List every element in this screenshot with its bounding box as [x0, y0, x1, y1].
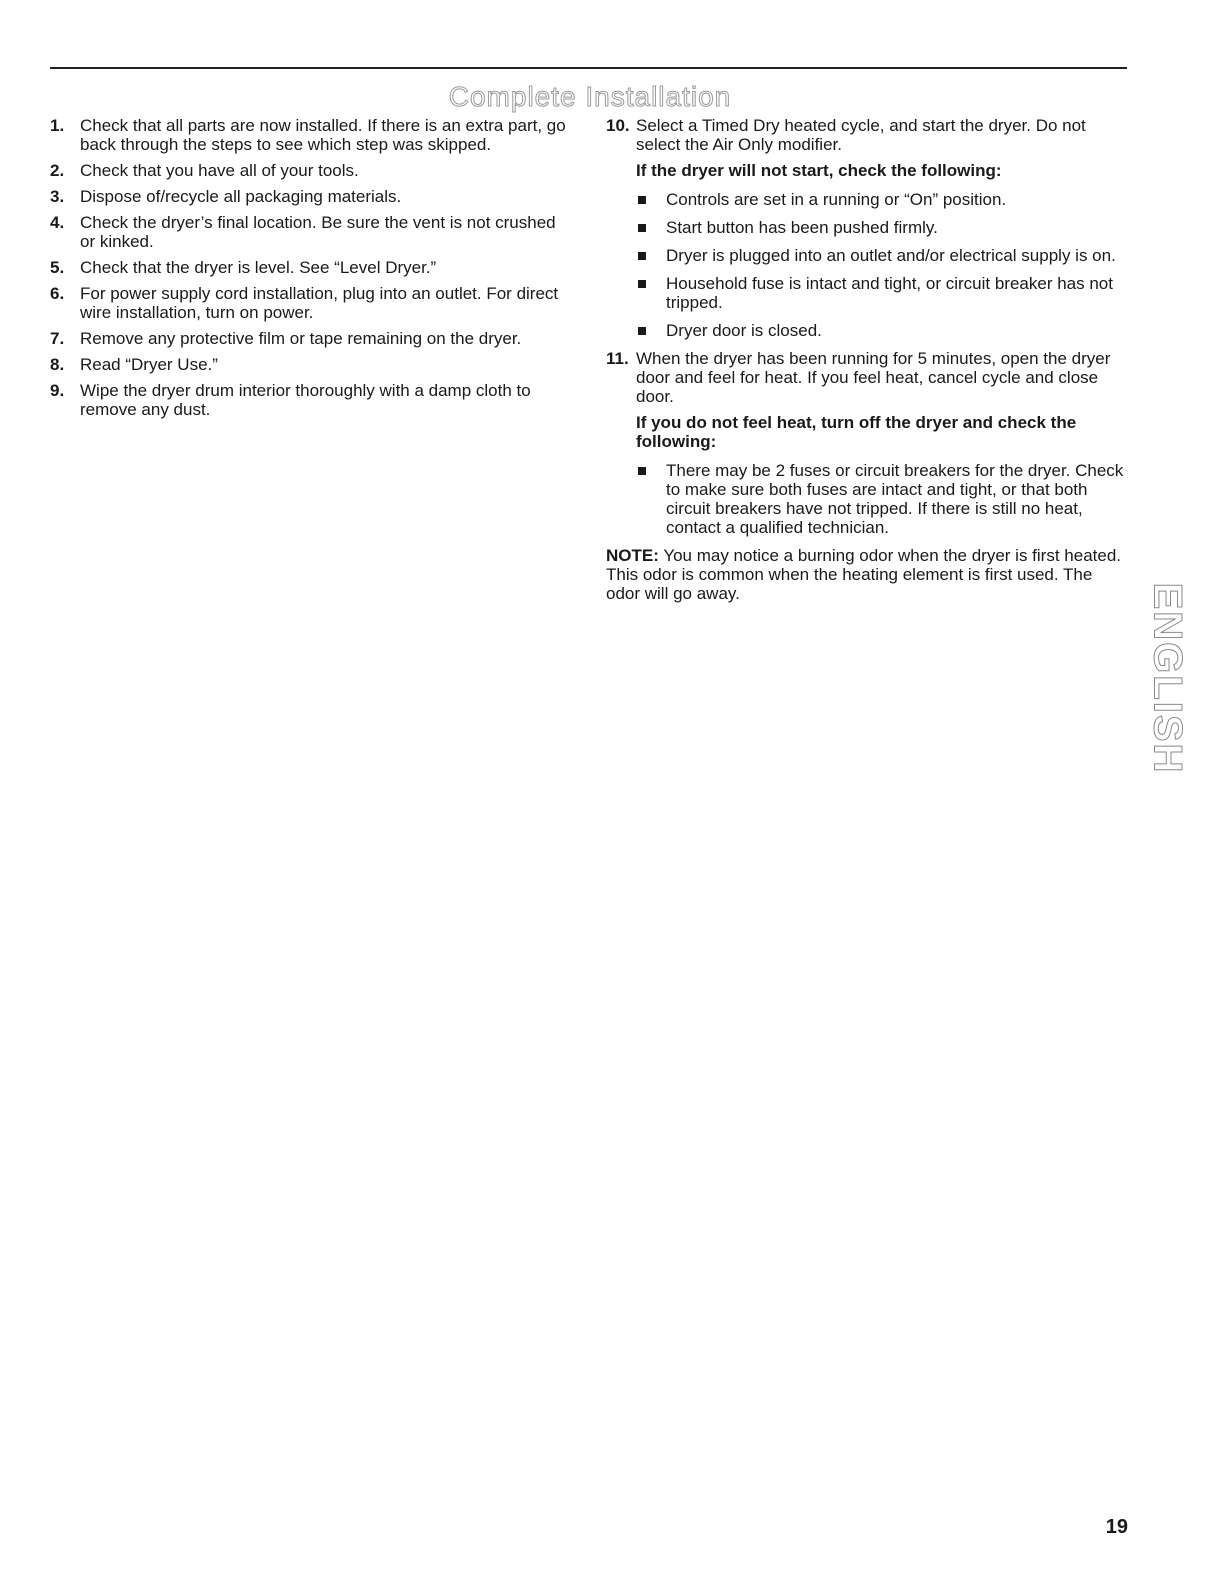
- note: [606, 546, 1130, 603]
- step-5: [50, 258, 570, 277]
- step-1: [50, 116, 570, 154]
- list-item: [636, 190, 1130, 209]
- square-bullet-icon: [636, 461, 666, 537]
- step-number: 4.: [50, 213, 65, 232]
- step-text: Check that the dryer is level. See “Level Dryer.”: [80, 258, 437, 277]
- bullet-text: Start button has been pushed firmly.: [666, 218, 938, 237]
- square-bullet-icon: [636, 218, 666, 237]
- step-number: 11.: [606, 349, 629, 368]
- section-title: Complete Installation: [448, 81, 732, 112]
- step-number: 9.: [50, 381, 65, 400]
- square-bullet-icon: [636, 274, 666, 312]
- bullet-text: There may be 2 fuses or circuit breakers for the dryer. Check to make sure both fuses are intact and tight, or that both circuit breakers have not tripped. If there is still no heat, contact a qualified technician.: [666, 461, 1124, 537]
- step-number: 7.: [50, 329, 65, 348]
- header-rule: [50, 67, 1127, 69]
- step-text: Check that all parts are now installed. If there is an extra part, go back through the steps to see which step was skipped.: [80, 116, 566, 154]
- step-9: [50, 381, 570, 419]
- list-item: [636, 218, 1130, 237]
- step-10: [606, 116, 1130, 154]
- step-number: 5.: [50, 258, 65, 277]
- step-number: 2.: [50, 161, 65, 180]
- square-bullet-icon: [636, 190, 666, 209]
- bullet-text: Dryer is plugged into an outlet and/or electrical supply is on.: [666, 246, 1116, 265]
- step-10-subhead: If the dryer will not start, check the following:: [636, 161, 1002, 180]
- step-number: 6.: [50, 284, 65, 303]
- step-11: [606, 349, 1130, 406]
- step-text: For power supply cord installation, plug into an outlet. For direct wire installation, turn on power.: [80, 284, 559, 322]
- step-text: Wipe the dryer drum interior thoroughly with a damp cloth to remove any dust.: [80, 381, 531, 419]
- bullet-text: Dryer door is closed.: [666, 321, 822, 340]
- step-7: [50, 329, 570, 348]
- step-text: Read “Dryer Use.”: [80, 355, 218, 374]
- step-number: 1.: [50, 116, 65, 135]
- square-bullet-icon: [636, 246, 666, 265]
- step-11-checklist: [636, 461, 1130, 537]
- note-text: You may notice a burning odor when the dryer is first heated. This odor is common when the heating element is first used. The odor will go away.: [606, 546, 1122, 603]
- step-6: [50, 284, 570, 322]
- list-item: [636, 321, 1130, 340]
- step-10-checklist: [636, 190, 1130, 340]
- step-11-subhead: If you do not feel heat, turn off the dryer and check the following:: [636, 413, 1077, 451]
- step-text: Dispose of/recycle all packaging materials.: [80, 187, 402, 206]
- step-text: Remove any protective film or tape remaining on the dryer.: [80, 329, 522, 348]
- step-text: Check that you have all of your tools.: [80, 161, 359, 180]
- step-4: [50, 213, 570, 251]
- step-text: When the dryer has been running for 5 minutes, open the dryer door and feel for heat. If you feel heat, cancel cycle and close door.: [636, 349, 1111, 406]
- step-number: 3.: [50, 187, 65, 206]
- page-number: 19: [1105, 1516, 1128, 1538]
- list-item: [636, 274, 1130, 312]
- list-item: [636, 461, 1130, 537]
- list-item: [636, 246, 1130, 265]
- step-number: 8.: [50, 355, 65, 374]
- bullet-text: Household fuse is intact and tight, or circuit breaker has not tripped.: [666, 274, 1113, 312]
- note-label: NOTE:: [606, 546, 659, 565]
- right-column: [606, 116, 1130, 603]
- language-tab-label: ENGLISH: [1145, 582, 1190, 774]
- step-text: Select a Timed Dry heated cycle, and start the dryer. Do not select the Air Only modifier.: [636, 116, 1086, 154]
- left-column: [50, 116, 570, 426]
- step-2: [50, 161, 570, 180]
- square-bullet-icon: [636, 321, 666, 340]
- language-side-tab: [1145, 567, 1190, 789]
- bullet-text: Controls are set in a running or “On” position.: [666, 190, 1007, 209]
- step-8: [50, 355, 570, 374]
- step-number: 10.: [606, 116, 630, 135]
- step-text: Check the dryer’s final location. Be sure the vent is not crushed or kinked.: [80, 213, 556, 251]
- step-3: [50, 187, 570, 206]
